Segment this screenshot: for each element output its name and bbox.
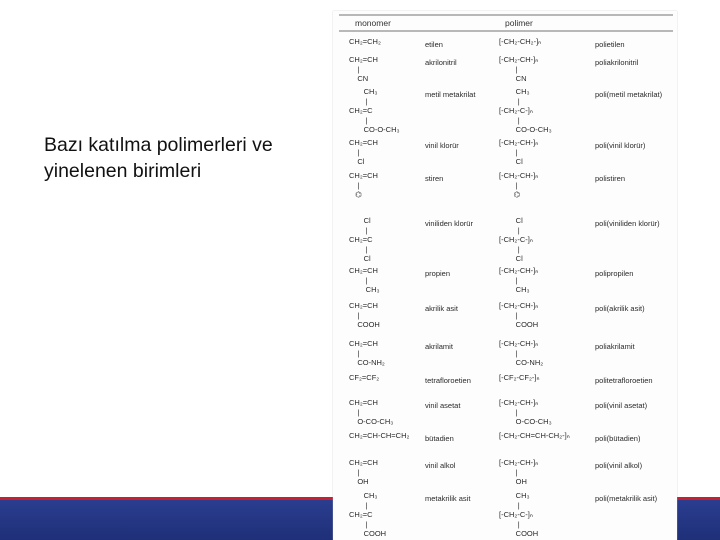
monomer-formula: CH₂=CH-CH=CH₂ (349, 431, 410, 440)
monomer-name: propien (425, 269, 451, 278)
polymer-formula: [-CH₂-CH₂-]ₙ (499, 37, 542, 46)
polymer-formula: [-CH₂-CH=CH-CH₂-]ₙ (499, 431, 570, 440)
monomer-formula: CH₃ | CH₂=C | CO-O-CH₃ (349, 87, 400, 134)
slide-caption: Bazı katılma polimerleri ve yinelenen birimleri (44, 134, 273, 182)
monomer-formula: CH₂=CH | O-CO-CH₃ (349, 398, 394, 426)
monomer-formula: CH₂=CH | COOH (349, 301, 380, 329)
monomer-formula: CH₂=CH₂ (349, 37, 381, 46)
monomer-formula: CH₂=CH | CN (349, 55, 378, 83)
polymer-name: poli(bütadien) (595, 434, 641, 443)
monomer-formula: CH₂=CH | CO-NH₂ (349, 339, 385, 367)
polymer-name: poli(vinil klorür) (595, 141, 646, 150)
monomer-name: akrilonitril (425, 58, 457, 67)
monomer-name: metakrilik asit (425, 494, 471, 503)
polymer-table-image (333, 11, 677, 540)
polymer-formula: CH₃ | [-CH₂-C-]ₙ | CO-O-CH₃ (499, 87, 552, 134)
polymer-formula: Cl | [-CH₂-C-]ₙ | Cl (499, 216, 533, 263)
polymer-name: poli(vinil alkol) (595, 461, 643, 470)
monomer-formula: Cl | CH₂=C | Cl (349, 216, 373, 263)
monomer-formula: CH₂=CH | Cl (349, 138, 378, 166)
polymer-name: polietilen (595, 40, 625, 49)
monomer-name: etilen (425, 40, 443, 49)
polymer-name: poli(metil metakrilat) (595, 90, 663, 99)
monomer-name: vinil klorür (425, 141, 459, 150)
polymer-formula: [-CH₂-CH-]ₙ | COOH (499, 301, 539, 329)
monomer-name: tetrafloroetien (425, 376, 471, 385)
header-polymer: polimer (505, 18, 533, 28)
polymer-formula: [-CH₂-CH-]ₙ | CN (499, 55, 539, 83)
monomer-formula: CF₂=CF₂ (349, 373, 380, 382)
polymer-formula: [-CH₂-CH-]ₙ | O-CO-CH₃ (499, 398, 552, 426)
polymer-formula: [-CH₂-CH-]ₙ | Cl (499, 138, 539, 166)
polymer-formula: [-CH₂-CH-]ₙ | ⌬ (499, 171, 539, 199)
polymer-formula: CH₃ | [-CH₂-C-]ₙ | COOH (499, 491, 539, 538)
polymer-formula: [-CF₂-CF₂-]ₙ (499, 373, 540, 382)
polymer-name: poliakrilamit (595, 342, 635, 351)
header-monomer: monomer (355, 18, 391, 28)
monomer-name: bütadien (425, 434, 454, 443)
monomer-name: akrilik asit (425, 304, 458, 313)
polymer-name: poli(viniliden klorür) (595, 219, 660, 228)
monomer-name: stiren (425, 174, 444, 183)
polymer-name: poliakrilonitril (595, 58, 639, 67)
polymer-formula: [-CH₂-CH-]ₙ | OH (499, 458, 539, 486)
monomer-name: akrilamit (425, 342, 453, 351)
polymer-formula: [-CH₂-CH-]ₙ | CH₃ (499, 266, 539, 294)
polymer-name: poli(akrilik asit) (595, 304, 645, 313)
monomer-formula: CH₂=CH | ⌬ (349, 171, 378, 199)
monomer-name: viniliden klorür (425, 219, 473, 228)
polymer-name: politetrafloroetien (595, 376, 653, 385)
monomer-name: vinil asetat (425, 401, 461, 410)
polymer-name: poli(metakrilik asit) (595, 494, 658, 503)
monomer-formula: CH₃ | CH₂=C | COOH (349, 491, 387, 538)
monomer-formula: CH₂=CH | CH₃ (349, 266, 380, 294)
polymer-name: polistiren (595, 174, 626, 183)
monomer-name: metil metakrilat (425, 90, 476, 99)
polymer-name: poli(vinil asetat) (595, 401, 648, 410)
polymer-formula: [-CH₂-CH-]ₙ | CO-NH₂ (499, 339, 544, 367)
polymer-name: polipropilen (595, 269, 634, 278)
monomer-formula: CH₂=CH | OH (349, 458, 378, 486)
monomer-name: vinil alkol (425, 461, 456, 470)
